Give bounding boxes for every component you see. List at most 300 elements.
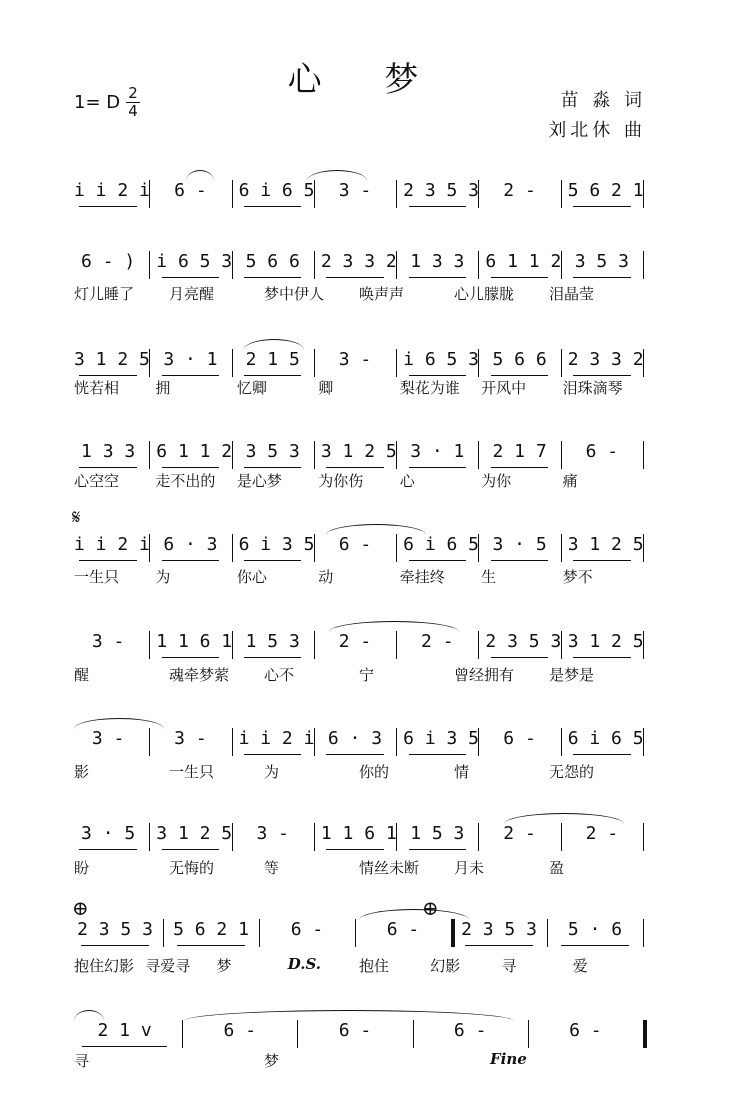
segno-icon: 𝄋 xyxy=(72,505,81,529)
measure xyxy=(156,724,224,764)
measure-notes: 3 · 1 xyxy=(163,349,218,370)
measure-notes: 2 3 3 2 xyxy=(567,349,644,370)
beam-underline xyxy=(244,206,301,207)
barline xyxy=(396,251,397,279)
barline xyxy=(643,349,644,377)
measure xyxy=(74,247,142,287)
notation-row xyxy=(74,915,650,955)
measure-notes: 6 · 3 xyxy=(163,534,218,555)
barline xyxy=(232,251,233,279)
key-signature: 1= D xyxy=(74,92,121,113)
measure xyxy=(156,247,233,287)
measure-notes: 2 - xyxy=(338,631,372,652)
beam-underline xyxy=(177,945,246,946)
notation-row xyxy=(74,247,650,287)
measure xyxy=(320,247,397,287)
barline xyxy=(561,823,562,851)
lyric-phrase: Fine xyxy=(490,1050,527,1068)
slur-arc xyxy=(359,909,469,920)
lyricist: 苗 淼 词 xyxy=(560,90,646,111)
lyric-phrase: 恍若相 xyxy=(74,379,120,397)
barline xyxy=(478,180,479,208)
measure xyxy=(321,530,389,570)
measure-notes: 3 5 3 xyxy=(574,251,629,272)
beam-underline xyxy=(79,375,136,376)
measure-notes: 6 · 3 xyxy=(327,728,383,749)
beam-underline xyxy=(326,849,383,850)
beam-underline xyxy=(244,754,301,755)
beam-underline xyxy=(409,375,466,376)
measure-notes: 1 5 3 xyxy=(410,823,465,844)
measure xyxy=(403,176,479,216)
slur-arc xyxy=(74,718,164,729)
measure xyxy=(485,819,553,859)
measure-notes: 2 3 5 3 xyxy=(403,180,479,201)
meter-top: 2 xyxy=(128,84,138,102)
measure-notes: i 6 5 3 xyxy=(156,251,233,272)
beam-underline xyxy=(573,375,630,376)
lyric-phrase: 寻 xyxy=(501,957,517,975)
lyric-phrase: 无悔的 xyxy=(169,859,215,877)
coda-icon-2: ⊕ xyxy=(422,896,439,920)
measure-notes: 3 - xyxy=(91,631,125,652)
beam-underline xyxy=(409,560,466,561)
barline xyxy=(528,1020,529,1048)
measure-notes: 5 · 6 xyxy=(567,919,623,940)
slur-arc xyxy=(326,524,426,535)
notation-row xyxy=(74,724,650,764)
lyric-phrase: D.S. xyxy=(287,955,321,973)
lyric-phrase: 情丝未断 xyxy=(359,859,420,877)
lyric-phrase: 痛 xyxy=(562,472,578,490)
barline xyxy=(643,441,644,469)
measure-notes: 6 - xyxy=(569,1020,602,1041)
lyric-row xyxy=(74,1050,674,1074)
notation-row xyxy=(74,627,650,667)
barline xyxy=(314,728,315,756)
barline xyxy=(149,631,150,659)
lyric-phrase: 为你 xyxy=(481,472,512,490)
measure xyxy=(567,627,644,667)
slur-arc xyxy=(307,170,367,181)
measure-notes: 6 i 6 5 xyxy=(567,728,644,749)
meter-bottom: 4 xyxy=(128,102,138,120)
lyric-phrase: 心 xyxy=(399,472,415,490)
barline xyxy=(149,441,150,469)
barline xyxy=(561,534,562,562)
barline xyxy=(396,728,397,756)
measure-notes: 3 - xyxy=(338,180,372,201)
barline xyxy=(561,349,562,377)
measure-notes: 3 - xyxy=(256,823,289,844)
lyric-phrase: 为 xyxy=(155,568,171,586)
measure xyxy=(156,176,224,216)
lyric-phrase: 爱 xyxy=(572,957,588,975)
lyric-row xyxy=(74,955,674,979)
notation-row xyxy=(74,530,650,570)
measure-notes: 6 - xyxy=(338,534,372,555)
barline xyxy=(643,728,644,756)
measure xyxy=(74,915,156,955)
lyric-phrase: 动 xyxy=(318,568,334,586)
barline xyxy=(396,441,397,469)
lyric-phrase: 开风中 xyxy=(481,379,527,397)
barline xyxy=(396,823,397,851)
lyric-phrase: 是心梦 xyxy=(236,472,282,490)
double-barline xyxy=(451,919,455,947)
measure xyxy=(239,627,307,667)
barline xyxy=(561,728,562,756)
barline xyxy=(232,180,233,208)
barline xyxy=(149,534,150,562)
beam-underline xyxy=(573,754,630,755)
slur-arc xyxy=(329,621,459,632)
beam-underline xyxy=(162,375,219,376)
measure-notes: 6 1 1 2 xyxy=(156,441,233,462)
measure-notes: 2 3 5 3 xyxy=(485,631,562,652)
measure xyxy=(156,530,224,570)
lyric-row xyxy=(74,761,674,785)
lyric-phrase: 你心 xyxy=(236,568,267,586)
barline xyxy=(396,631,397,659)
lyric-phrase: 抱住幻影 xyxy=(74,957,135,975)
barline xyxy=(314,441,315,469)
barline xyxy=(314,349,315,377)
lyric-phrase: 无怨的 xyxy=(549,763,595,781)
measure-notes: 3 1 2 5 xyxy=(156,823,233,844)
lyric-phrase: 牵挂终 xyxy=(399,568,445,586)
barline xyxy=(149,728,150,756)
barline xyxy=(478,534,479,562)
lyric-phrase: 心空空 xyxy=(74,472,120,490)
measure-notes: 6 - xyxy=(174,180,207,201)
measure-notes: 3 · 5 xyxy=(492,534,547,555)
lyric-phrase: 为 xyxy=(264,763,280,781)
barline xyxy=(314,180,315,208)
measure-notes: 3 - xyxy=(338,349,372,370)
lyric-phrase: 盈 xyxy=(549,859,565,877)
measure-notes: 6 - xyxy=(453,1020,487,1041)
measure xyxy=(458,915,540,955)
barline xyxy=(396,534,397,562)
beam-underline xyxy=(162,657,219,658)
lyric-phrase: 月亮醒 xyxy=(169,285,215,303)
measure-notes: 6 - xyxy=(503,728,536,749)
measure-notes: 2 1 7 xyxy=(492,441,547,462)
barline xyxy=(232,728,233,756)
measure xyxy=(568,247,636,287)
beam-underline xyxy=(79,467,136,468)
composer: 刘北休 曲 xyxy=(548,120,646,141)
measure-notes: 5 6 2 1 xyxy=(567,180,644,201)
measure xyxy=(568,819,636,859)
measure-notes: 1 3 3 xyxy=(81,441,136,462)
lyric-phrase: 走不出的 xyxy=(155,472,216,490)
barline xyxy=(182,1020,183,1048)
measure xyxy=(238,724,315,764)
barline xyxy=(561,441,562,469)
lyric-phrase: 心儿朦胧 xyxy=(454,285,515,303)
barline xyxy=(396,349,397,377)
measure-notes: 2 - xyxy=(503,180,536,201)
lyric-row xyxy=(74,857,674,881)
measure xyxy=(485,247,562,287)
lyric-phrase: 梦 xyxy=(216,957,232,975)
beam-underline xyxy=(573,277,630,278)
beam-underline xyxy=(465,945,534,946)
measure xyxy=(485,627,562,667)
beam-underline xyxy=(81,945,150,946)
measure-notes: 2 1 5 xyxy=(245,349,300,370)
barline xyxy=(478,349,479,377)
lyric-phrase: 拥 xyxy=(155,379,171,397)
lyric-phrase: 梦 xyxy=(264,1052,280,1070)
measure-notes: 2 - xyxy=(585,823,619,844)
beam-underline xyxy=(326,277,383,278)
barline xyxy=(232,534,233,562)
beam-underline xyxy=(573,206,630,207)
beam-underline xyxy=(409,206,466,207)
lyric-phrase: 曾经拥有 xyxy=(454,666,515,684)
coda-icon: ⊕ xyxy=(72,896,89,920)
lyric-phrase: 醒 xyxy=(74,666,90,684)
lyric-row xyxy=(74,470,674,494)
measure xyxy=(74,819,142,859)
beam-underline xyxy=(244,560,301,561)
lyric-row xyxy=(74,566,674,590)
lyric-phrase: 忆卿 xyxy=(236,379,267,397)
slur-arc xyxy=(244,339,304,350)
measure xyxy=(485,176,553,216)
lyric-phrase: 一生只 xyxy=(169,763,215,781)
measure-notes: 6 i 6 5 xyxy=(403,534,479,555)
measure-notes: 6 i 3 5 xyxy=(238,534,315,555)
measure-notes: 6 - xyxy=(338,1020,372,1041)
measure-notes: 3 5 3 xyxy=(245,441,300,462)
lyric-phrase: 心不 xyxy=(264,666,295,684)
measure xyxy=(266,915,348,955)
beam-underline xyxy=(162,560,219,561)
measure xyxy=(321,724,389,764)
measure xyxy=(74,176,150,216)
measure-notes: 1 1 6 1 xyxy=(156,631,233,652)
barline xyxy=(643,251,644,279)
measure-notes: 1 5 3 xyxy=(245,631,300,652)
measure xyxy=(554,915,636,955)
barline xyxy=(232,349,233,377)
measure-notes: 2 - xyxy=(421,631,454,652)
slur-arc xyxy=(184,1010,514,1021)
measure-notes: 6 1 1 2 xyxy=(485,251,562,272)
lyric-phrase: 灯儿睡了 xyxy=(74,285,135,303)
lyric-phrase: 梦中伊人 xyxy=(264,285,325,303)
measure xyxy=(321,176,389,216)
lyric-phrase: 幻影 xyxy=(430,957,461,975)
measure xyxy=(238,530,315,570)
slur-arc xyxy=(186,170,214,181)
double-barline xyxy=(643,1020,647,1048)
slur-arc xyxy=(74,1010,104,1021)
beam-underline xyxy=(82,1046,167,1047)
lyric-phrase: 魂牵梦萦 xyxy=(169,666,230,684)
beam-underline xyxy=(244,467,301,468)
measure xyxy=(567,176,644,216)
notation-row xyxy=(74,176,650,216)
measure xyxy=(567,724,644,764)
measure xyxy=(74,724,142,764)
measure-notes: 6 i 3 5 xyxy=(403,728,479,749)
barline xyxy=(561,180,562,208)
beam-underline xyxy=(244,657,301,658)
measure xyxy=(239,819,307,859)
beam-underline xyxy=(326,754,383,755)
barline xyxy=(149,823,150,851)
measure-notes: i i 2 i xyxy=(74,534,150,555)
measure-notes: 2 3 5 3 xyxy=(77,919,153,940)
slur-arc xyxy=(504,813,624,824)
barline xyxy=(314,631,315,659)
beam-underline xyxy=(561,945,630,946)
beam-underline xyxy=(573,560,630,561)
measure-notes: 6 - ) xyxy=(81,251,136,272)
measure xyxy=(485,724,553,764)
beam-underline xyxy=(409,277,466,278)
barline xyxy=(547,919,548,947)
barline xyxy=(297,1020,298,1048)
beam-underline xyxy=(162,849,219,850)
measure xyxy=(238,176,315,216)
lyric-phrase: 是梦是 xyxy=(549,666,595,684)
measure-notes: 1 1 6 1 xyxy=(320,823,397,844)
lyric-phrase: 梦不 xyxy=(562,568,593,586)
barline xyxy=(232,823,233,851)
measure xyxy=(362,915,444,955)
measure-notes: 5 6 2 1 xyxy=(173,919,249,940)
measure-notes: 6 - xyxy=(585,441,619,462)
beam-underline xyxy=(162,277,219,278)
barline xyxy=(149,180,150,208)
beam-underline xyxy=(491,467,548,468)
barline xyxy=(232,631,233,659)
measure-notes: 5 6 6 xyxy=(245,251,300,272)
measure-notes: 3 1 2 5 xyxy=(567,534,644,555)
lyric-phrase: 影 xyxy=(74,763,90,781)
measure-notes: 3 1 2 5 xyxy=(320,441,397,462)
lyric-phrase: 盼 xyxy=(74,859,90,877)
barline xyxy=(478,823,479,851)
measure xyxy=(567,530,644,570)
barline xyxy=(396,180,397,208)
measure-notes: 2 - xyxy=(503,823,536,844)
beam-underline xyxy=(409,467,466,468)
barline xyxy=(478,441,479,469)
beam-underline xyxy=(79,849,136,850)
measure-notes: 3 - xyxy=(174,728,207,749)
barline xyxy=(643,631,644,659)
measure-notes: 3 1 2 5 xyxy=(567,631,644,652)
barline xyxy=(561,631,562,659)
lyric-row xyxy=(74,664,674,688)
barline xyxy=(643,180,644,208)
measure-notes: 3 - xyxy=(91,728,125,749)
lyric-phrase: 梨花为谁 xyxy=(399,379,460,397)
beam-underline xyxy=(491,560,548,561)
measure xyxy=(156,627,233,667)
barline xyxy=(413,1020,414,1048)
beam-underline xyxy=(79,560,136,561)
lyric-phrase: 为你伤 xyxy=(318,472,364,490)
lyric-phrase: 等 xyxy=(264,859,280,877)
beam-underline xyxy=(491,277,548,278)
measure xyxy=(403,247,471,287)
barline xyxy=(643,919,644,947)
measure-notes: i i 2 i xyxy=(238,728,315,749)
lyric-phrase: 一生只 xyxy=(74,568,120,586)
lyric-phrase: 唤声声 xyxy=(359,285,405,303)
measure-notes: 6 - xyxy=(290,919,324,940)
measure xyxy=(403,530,479,570)
barline xyxy=(232,441,233,469)
barline xyxy=(561,251,562,279)
barline xyxy=(355,919,356,947)
barline xyxy=(314,534,315,562)
beam-underline xyxy=(491,657,548,658)
barline xyxy=(149,251,150,279)
measure-notes: 2 1 v xyxy=(97,1020,152,1041)
lyric-phrase: 宁 xyxy=(359,666,375,684)
beam-underline xyxy=(79,206,136,207)
measure-notes: 1 3 3 xyxy=(410,251,465,272)
barline xyxy=(314,823,315,851)
time-signature xyxy=(126,86,140,119)
measure-notes: 6 - xyxy=(386,919,420,940)
lyric-phrase: 寻 xyxy=(74,1052,90,1070)
measure-notes: 2 3 3 2 xyxy=(320,251,397,272)
lyric-phrase: 抱住 xyxy=(359,957,390,975)
measure-notes: i i 2 i xyxy=(74,180,150,201)
barline xyxy=(478,728,479,756)
lyric-phrase: 月未 xyxy=(454,859,485,877)
lyric-phrase: 泪晶莹 xyxy=(549,285,595,303)
barline xyxy=(149,349,150,377)
barline xyxy=(643,534,644,562)
measure xyxy=(403,724,479,764)
measure-notes: 5 6 6 xyxy=(492,349,547,370)
measure xyxy=(320,819,397,859)
lyric-phrase: 泪珠滴琴 xyxy=(562,379,623,397)
measure xyxy=(156,819,233,859)
lyric-phrase: 情 xyxy=(454,763,470,781)
measure xyxy=(74,627,142,667)
measure xyxy=(403,627,471,667)
barline xyxy=(259,919,260,947)
lyric-phrase: 你的 xyxy=(359,763,390,781)
lyric-phrase: 寻爱寻 xyxy=(145,957,191,975)
barline xyxy=(314,251,315,279)
barline xyxy=(643,823,644,851)
barline xyxy=(163,919,164,947)
lyric-phrase: 生 xyxy=(481,568,497,586)
beam-underline xyxy=(491,375,548,376)
measure xyxy=(403,819,471,859)
lyric-row xyxy=(74,377,674,401)
song-title: 心 梦 xyxy=(287,60,445,100)
beam-underline xyxy=(409,754,466,755)
lyric-row xyxy=(74,283,674,307)
measure xyxy=(321,627,389,667)
measure-notes: 2 3 5 3 xyxy=(461,919,537,940)
measure-notes: 3 · 1 xyxy=(410,441,465,462)
